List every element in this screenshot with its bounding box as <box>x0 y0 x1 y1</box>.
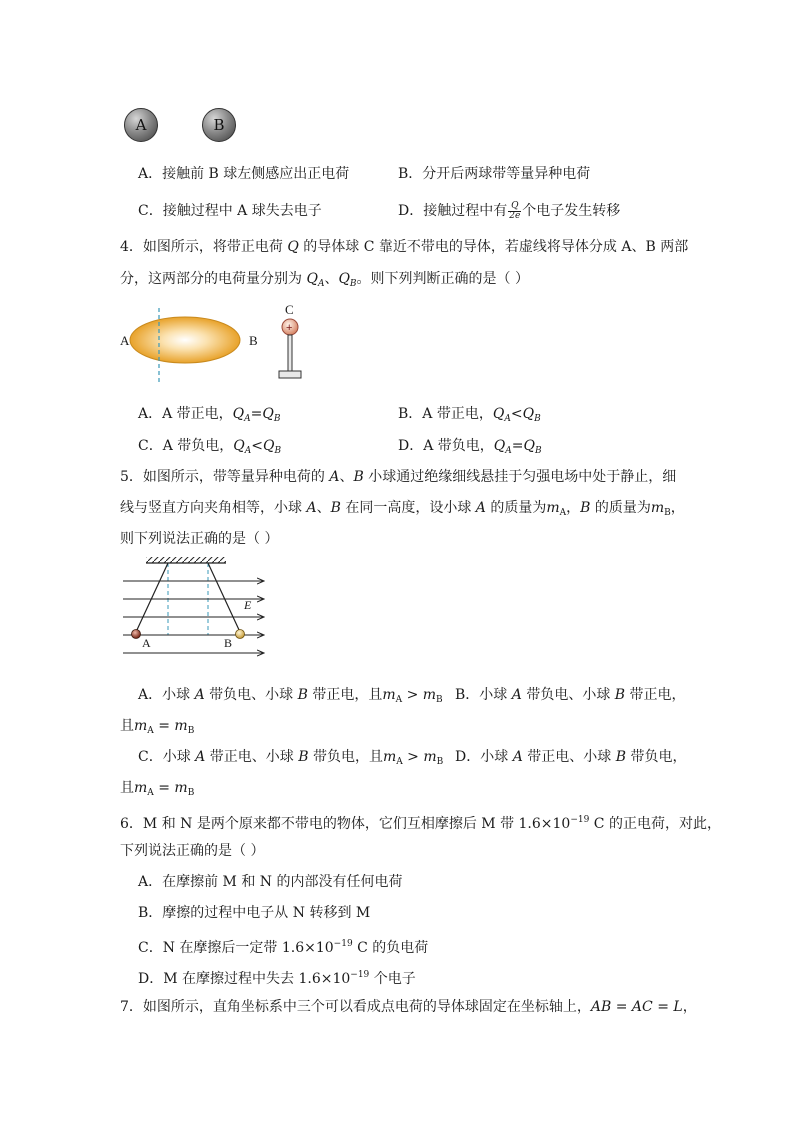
stand-base <box>279 371 301 378</box>
q5-option-d-cont: 且$m_A = m_B$ <box>120 780 195 798</box>
q6-stem-line1: 6．M 和 N 是两个原来都不带电的物体，它们互相摩擦后 M 带 $1.6\times 10^{-19}$ C 的正电荷，对此， <box>120 815 721 832</box>
q5-option-a[interactable]: A．小球 A 带负电、小球 B 带正电，且$m_A > m_B$ <box>138 687 443 705</box>
q3-option-a[interactable]: A．接触前 B 球左侧感应出正电荷 <box>138 166 350 182</box>
plus-sign: + <box>286 322 293 334</box>
q4-option-a[interactable]: A．A 带正电，$Q_A=Q_B$ <box>138 406 281 424</box>
q6-option-b[interactable]: B．摩擦的过程中电子从 N 转移到 M <box>138 905 371 921</box>
ceiling-hatch <box>146 557 226 563</box>
label-e: E <box>244 598 252 612</box>
thread-b <box>208 563 240 632</box>
q4-option-d[interactable]: D．A 带负电，$Q_A=Q_B$ <box>398 438 542 456</box>
q5-figure <box>118 555 270 675</box>
q6-option-c[interactable]: C．N 在摩擦后一定带 $1.6\times 10^{-19}$ C 的负电荷 <box>138 939 429 956</box>
stand-pole <box>288 335 292 371</box>
q3-option-c[interactable]: C．接触过程中 A 球失去电子 <box>138 203 322 219</box>
q4-stem-line2: 分，这两部分的电荷量分别为 $Q_A$、$Q_B$。则下列判断正确的是（ ） <box>120 271 529 289</box>
label-c: C <box>285 302 294 317</box>
q4-option-b[interactable]: B．A 带正电，$Q_A<Q_B$ <box>398 406 541 424</box>
q7-stem-line1: 7．如图所示，直角坐标系中三个可以看成点电荷的导体球固定在坐标轴上，AB = AC = L， <box>120 999 697 1015</box>
q5-stem-line1: 5．如图所示，带等量异种电荷的 A、B 小球通过绝缘细线悬挂于匀强电场中处于静止，细 <box>120 469 677 485</box>
thread-a <box>136 563 168 632</box>
q5-option-c[interactable]: C．小球 A 带正电、小球 B 带负电，且$m_A > m_B$ <box>138 749 444 767</box>
ball-b-small <box>236 630 245 639</box>
q3-option-b[interactable]: B．分开后两球带等量异种电荷 <box>398 166 591 182</box>
label-a: A <box>120 333 130 348</box>
q5-stem-line3: 则下列说法正确的是（ ） <box>120 531 279 547</box>
ball-b: B <box>202 108 236 142</box>
q6-option-a[interactable]: A．在摩擦前 M 和 N 的内部没有任何电荷 <box>138 874 403 890</box>
fraction-q-over-2e: $\frac{Q}{2e}$ <box>509 200 521 221</box>
ball-a: A <box>124 108 158 142</box>
label-b: B <box>249 333 258 348</box>
label-a: A <box>142 636 151 650</box>
ball-a-small <box>132 630 141 639</box>
q4-figure <box>115 300 315 388</box>
q5-option-b-cont: 且$m_A = m_B$ <box>120 718 195 736</box>
q4-stem-line1: 4．如图所示，将带正电荷 Q 的导体球 C 靠近不带电的导体，若虚线将导体分成 A、B 两部 <box>120 239 689 255</box>
q6-stem-line2: 下列说法正确的是（ ） <box>120 843 265 859</box>
q5-option-d[interactable]: D．小球 A 带正电、小球 B 带负电， <box>455 749 687 765</box>
q5-stem-line2: 线与竖直方向夹角相等，小球 A、B 在同一高度，设小球 A 的质量为$m_A$，B 的质量为$m_B$， <box>120 500 685 518</box>
conductor-ellipse <box>130 317 240 363</box>
q3-option-d[interactable]: D．接触过程中有 $\frac{Q}{2e}$ 个电子发生转移 <box>398 200 621 221</box>
q6-option-d[interactable]: D．M 在摩擦过程中失去 $1.6\times 10^{-19}$ 个电子 <box>138 970 416 987</box>
label-b: B <box>224 636 233 650</box>
q5-option-b[interactable]: B．小球 A 带负电、小球 B 带正电， <box>455 687 686 703</box>
q4-option-c[interactable]: C．A 带负电，$Q_A<Q_B$ <box>138 438 282 456</box>
